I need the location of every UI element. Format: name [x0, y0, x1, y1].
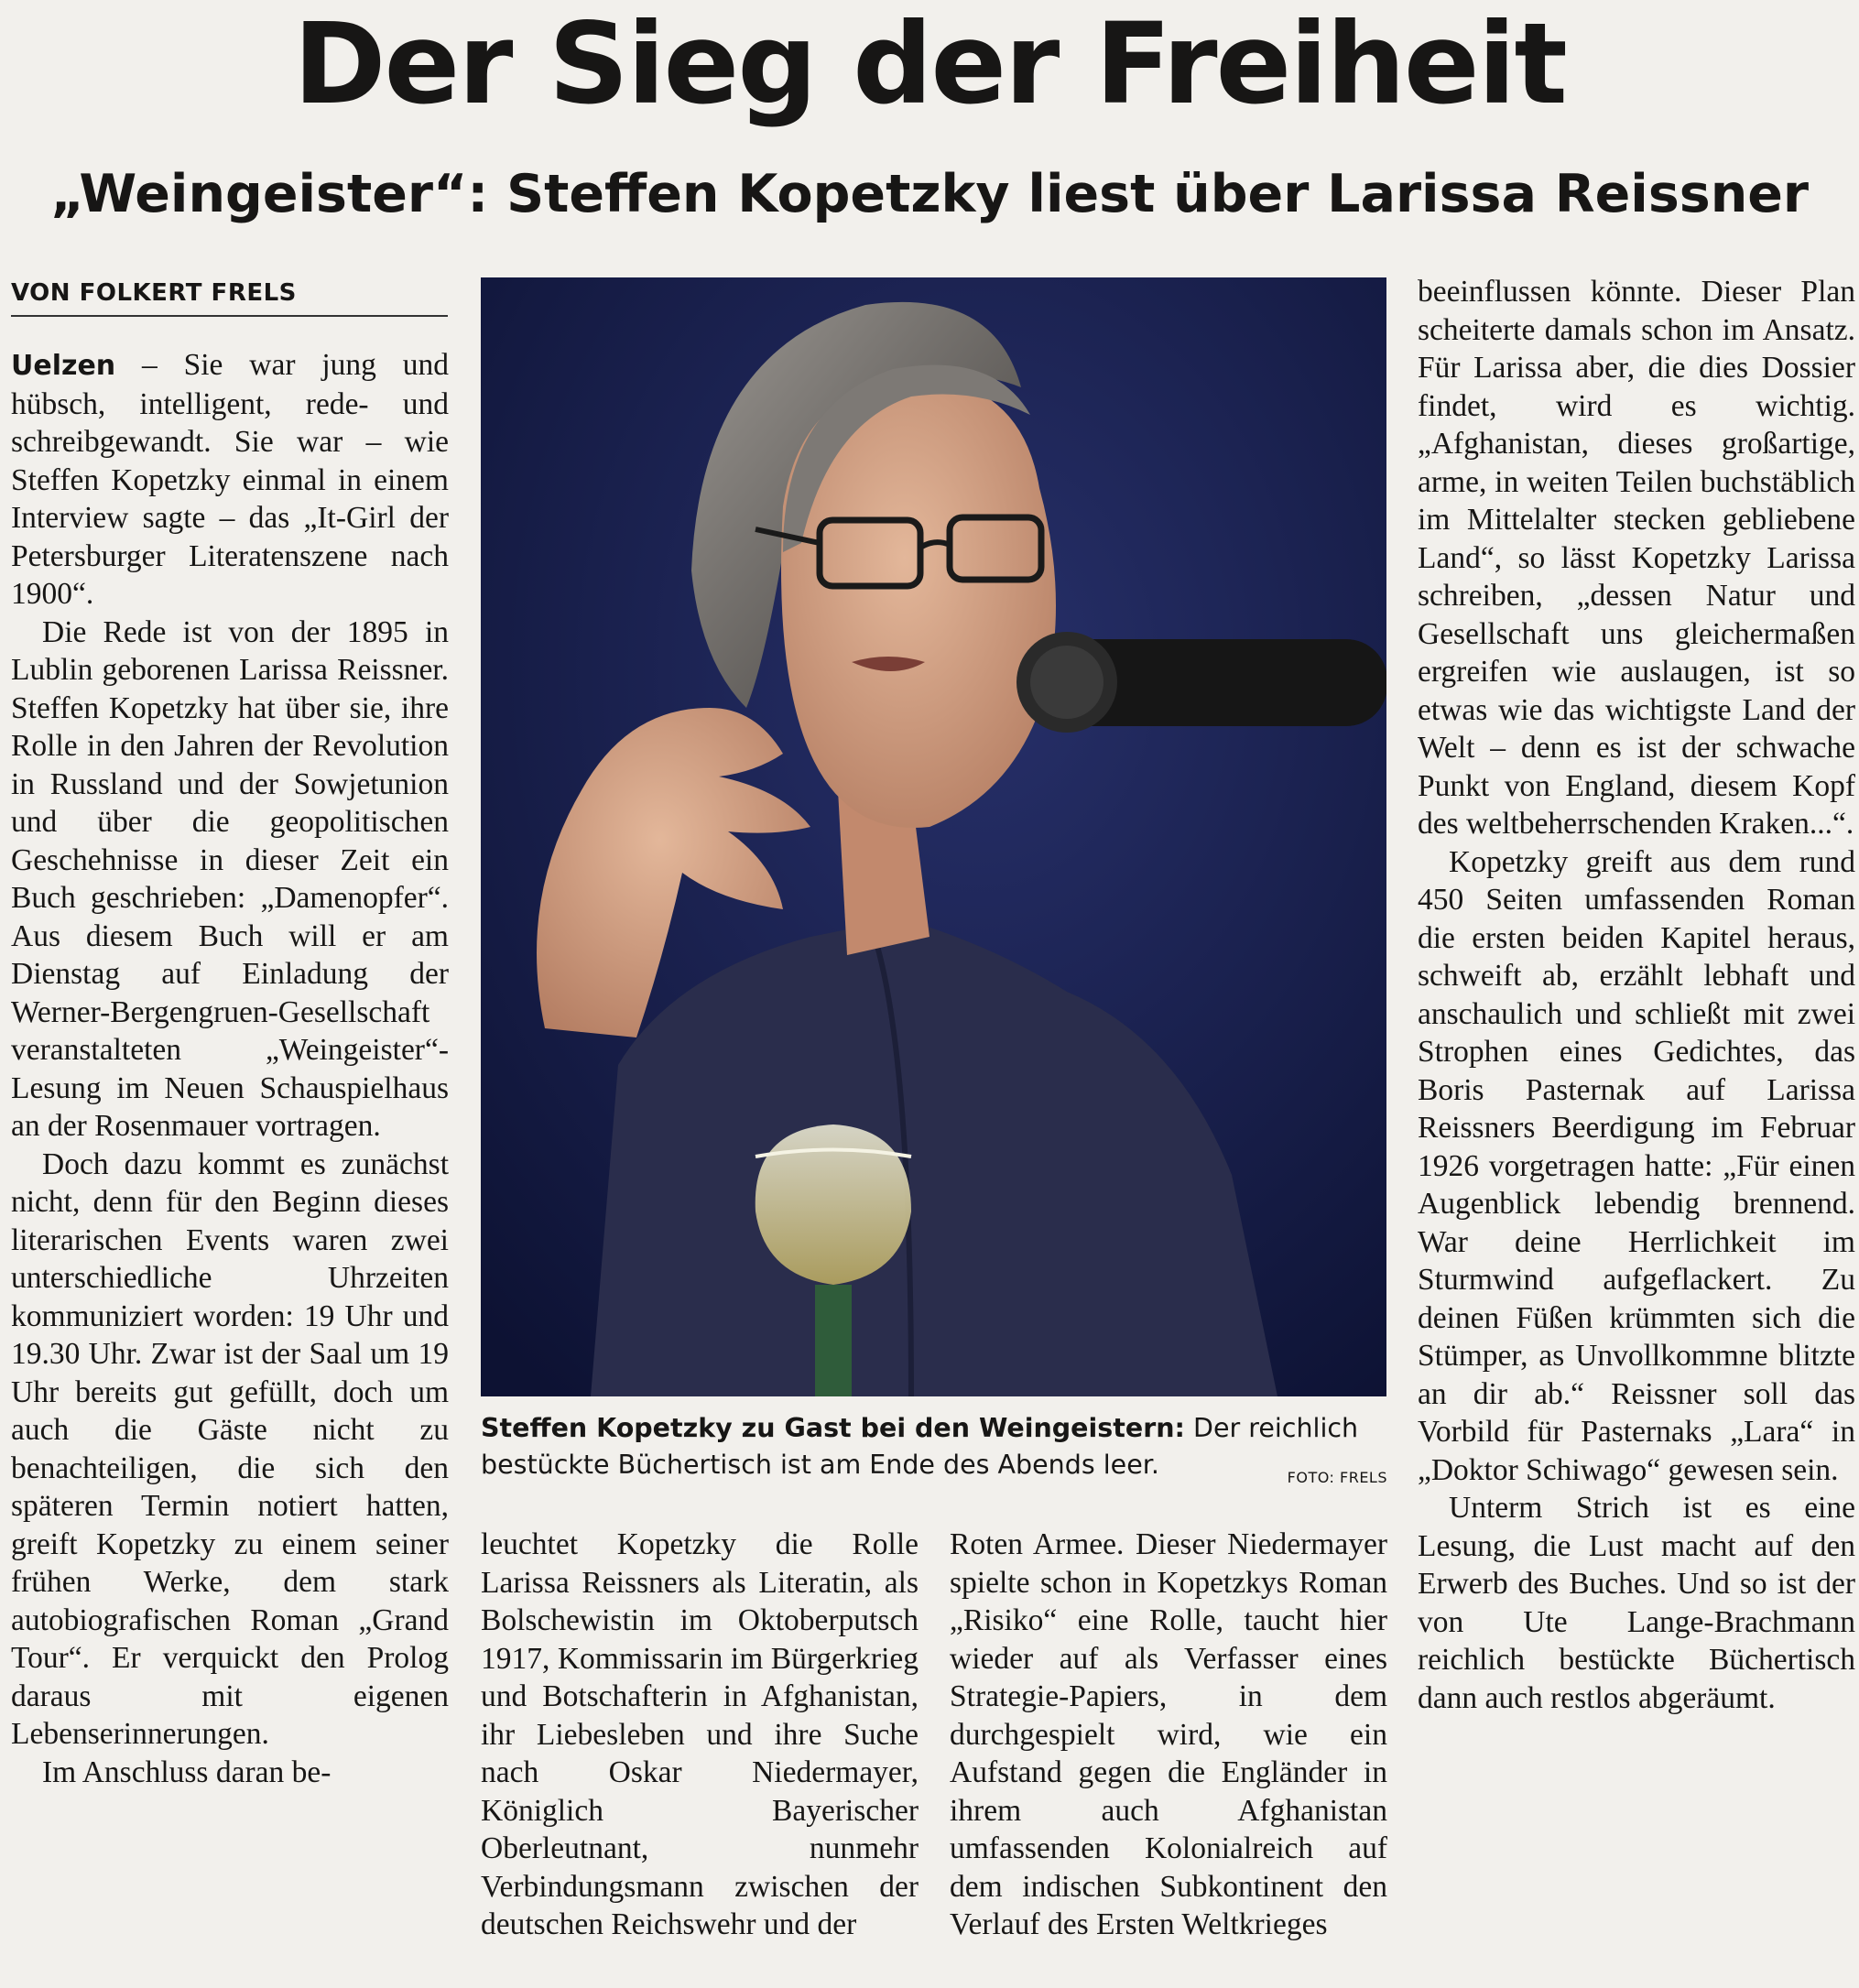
paragraph: Unterm Strich ist es eine Lesung, die Lust macht auf den Erwerb des Buches. Und so ist der von Ute Lange-Brachmann reichlich bestückte Büchertisch dann auch restlos abgeräumt. [1418, 1491, 1855, 1715]
paragraph: beeinflussen könnte. Dieser Plan scheiterte damals schon im Ansatz. Für Larissa aber, die dies Dossier findet, wird es wichtig. „Afghanistan, dieses großartige, arme, in weiten Teilen buchstäblich im Mittelalter stecken gebliebene Land“, so lässt Kopetzky Larissa schreiben, „dessen Natur und Gesellschaft uns gleichermaßen ergreifen wie auslaugen, ist so etwas wie das wichtigste Land der Welt – denn es ist der schwache Punkt von England, diesem Kopf des weltbeherrschenden Kraken...“. [1418, 275, 1855, 841]
paragraph: Die Rede ist von der 1895 in Lublin geborenen Larissa Reissner. Steffen Kopetzky hat über sie, ihre Rolle in den Jahren der Revolution in Russland und der Sowjetunion und über die geopolitischen Geschehnisse in dieser Zeit ein Buch geschrieben: „Damenopfer“. Aus diesem Buch will er am Dienstag auf Einladung der Werner-Bergengruen-Gesellschaft veranstalteten „Weingeister“-Lesung im Neuen Schauspielhaus an der Rosenmauer vortragen. [11, 614, 449, 1143]
article-photo [481, 277, 1386, 1396]
article-column-1 [11, 346, 449, 1985]
paragraph: leuchtet Kopetzky die Rolle Larissa Reissners als Literatin, als Bolschewistin im Oktoberputsch 1917, Kommissarin im Bürgerkrieg und Botschafterin in Afghanistan, ihr Liebesleben und ihre Suche nach Oskar Niedermayer, Königlich Bayerischer Oberleutnant, nunmehr Verbindungsmann zwischen der deutschen Reichswehr und der [481, 1527, 919, 1941]
paragraph: Im Anschluss daran be- [42, 1754, 332, 1789]
subheadline: „Weingeister“: Steffen Kopetzky liest über Larissa Reissner [49, 164, 1810, 224]
byline: VON FOLKERT FRELS [11, 277, 448, 317]
caption-text: Der reichlich bestückte Büchertisch ist am Ende des Abends leer. [481, 1413, 1359, 1480]
article-column-2 [481, 1526, 919, 1988]
paragraph [11, 346, 449, 614]
dateline: Uelzen [11, 350, 116, 382]
paragraph: Doch dazu kommt es zunächst nicht, denn für den Beginn dieses literarischen Events waren zwei unterschiedliche Uhrzeiten kommuniziert worden: 19 Uhr und 19.30 Uhr. Zwar ist der Saal um 19 Uhr bereits gut gefüllt, doch um auch die Gäste nicht zu benachteiligen, die sich den späteren Termin notiert hatten, greift Kopetzky zu einem seiner frühen Werke, dem stark autobiografischen Roman „Grand Tour“. Er verquickt den Prolog daraus mit eigenen Lebenserinnerungen. [11, 1146, 449, 1751]
paragraph: Kopetzky greift aus dem rund 450 Seiten umfassenden Roman die ersten beiden Kapitel heraus, schweift ab, erzählt lebhaft und anschaulich und schließt mit zwei Strophen eines Gedichtes, das Boris Pasternak auf Larissa Reissners Beerdigung im Februar 1926 vorgetragen hatte: „Für einen Augenblick lebendig brennend. War deine Herrlichkeit im Sturmwind aufgeflackert. Zu deinen Füßen krümmten sich die Stümper, as Unvollkommne blitzte an dir ab.“ Reissner soll das Vorbild für Pasternaks „Lara“ in „Doktor Schiwago“ gewesen sein. [1418, 844, 1855, 1487]
photo-author-reading [481, 277, 1386, 1396]
article-column-3 [950, 1526, 1387, 1988]
article-column-4 [1418, 273, 1855, 1985]
photo-credit: FOTO: FRELS [1287, 1469, 1387, 1486]
headline: Der Sieg der Freiheit [293, 0, 1566, 129]
paragraph-text: – Sie war jung und hübsch, intelligent, rede- und schreibgewandt. Sie war – wie Steffen Kopetzky einmal in einem Interview sagte – das „It-Girl der Petersburger Literatenszene nach 1900“. [11, 348, 449, 611]
photo-caption [481, 1410, 1387, 1496]
caption-lead: Steffen Kopetzky zu Gast bei den Weingeistern: [481, 1413, 1185, 1443]
paragraph: Roten Armee. Dieser Niedermayer spielte schon in Kopetzkys Roman „Risiko“ eine Rolle, taucht hier wieder auf als Verfasser eines Strategie-Papiers, in dem durchgespielt wird, wie ein Aufstand gegen die Engländer in ihrem auch Afghanistan umfassenden Kolonialreich auf dem indischen Subkontinent den Verlauf des Ersten Weltkrieges [950, 1527, 1387, 1941]
